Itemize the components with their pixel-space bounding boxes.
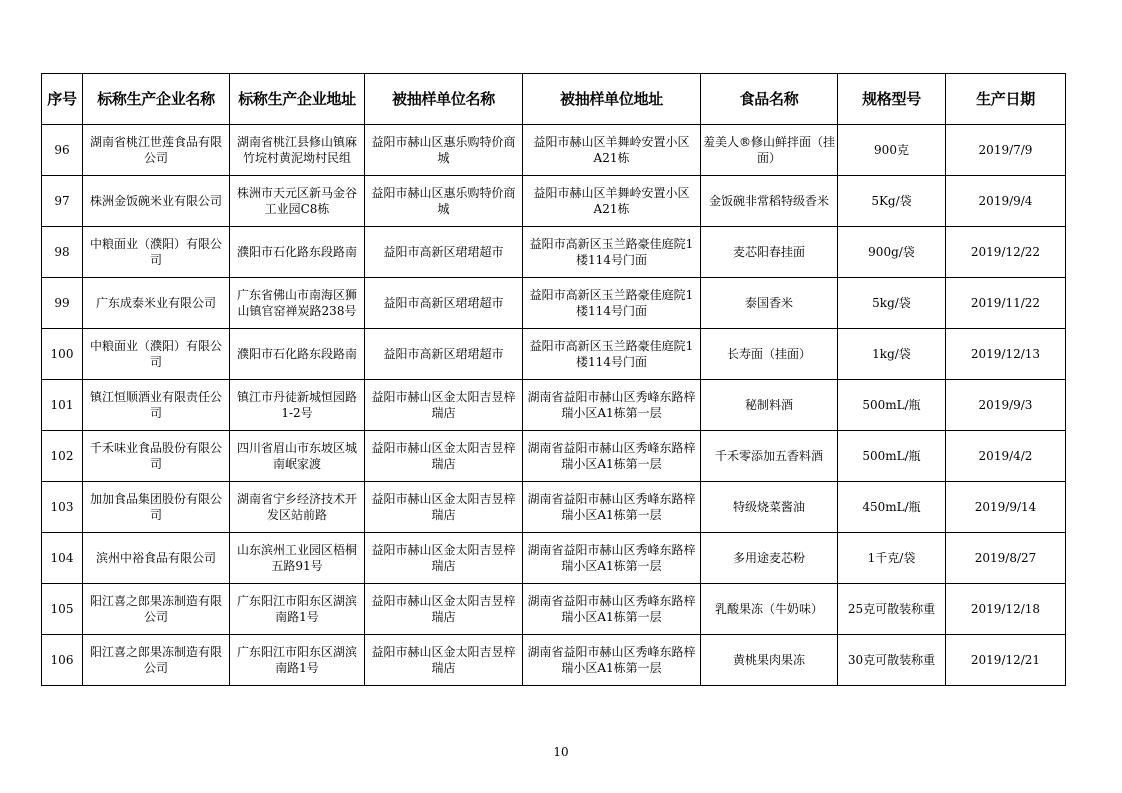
table-row [42, 533, 1066, 584]
cell-spec: 900克 [838, 125, 946, 176]
cell-manufacturer-name: 镇江恒顺酒业有限责任公司 [83, 380, 230, 431]
cell-seq: 96 [42, 125, 83, 176]
cell-spec: 500mL/瓶 [838, 431, 946, 482]
cell-manufacturer-name: 广东成泰米业有限公司 [83, 278, 230, 329]
cell-sampled-unit-address: 湖南省益阳市赫山区秀峰东路梓瑞小区A1栋第一层 [523, 584, 701, 635]
cell-seq: 97 [42, 176, 83, 227]
cell-manufacturer-name: 滨州中裕食品有限公司 [83, 533, 230, 584]
cell-food-name: 金饭碗非常稻特级香米 [701, 176, 838, 227]
cell-production-date: 2019/9/3 [946, 380, 1066, 431]
cell-sampled-unit-address: 益阳市赫山区羊舞岭安置小区A21栋 [523, 176, 701, 227]
cell-production-date: 2019/11/22 [946, 278, 1066, 329]
cell-spec: 30克可散装称重 [838, 635, 946, 686]
cell-sampled-unit-name: 益阳市赫山区惠乐购特价商城 [365, 125, 523, 176]
header-row [42, 74, 1066, 125]
cell-production-date: 2019/9/4 [946, 176, 1066, 227]
sampling-table [41, 73, 1066, 686]
cell-food-name: 多用途麦芯粉 [701, 533, 838, 584]
cell-spec: 500mL/瓶 [838, 380, 946, 431]
cell-sampled-unit-name: 益阳市高新区珺珺超市 [365, 227, 523, 278]
cell-sampled-unit-name: 益阳市高新区珺珺超市 [365, 278, 523, 329]
cell-production-date: 2019/12/18 [946, 584, 1066, 635]
header-manufacturer-name: 标称生产企业名称 [83, 74, 230, 125]
header-sampled-unit-address: 被抽样单位地址 [523, 74, 701, 125]
cell-food-name: 黄桃果肉果冻 [701, 635, 838, 686]
cell-seq: 105 [42, 584, 83, 635]
table-row [42, 278, 1066, 329]
cell-manufacturer-address: 镇江市丹徒新城恒园路1-2号 [230, 380, 365, 431]
cell-food-name: 羞美人®修山鲜拌面（挂面） [701, 125, 838, 176]
cell-manufacturer-address: 四川省眉山市东坡区城南岷家渡 [230, 431, 365, 482]
header-sampled-unit-name: 被抽样单位名称 [365, 74, 523, 125]
cell-sampled-unit-name: 益阳市赫山区金太阳吉昱梓瑞店 [365, 635, 523, 686]
cell-spec: 5Kg/袋 [838, 176, 946, 227]
header-manufacturer-address: 标称生产企业地址 [230, 74, 365, 125]
cell-seq: 103 [42, 482, 83, 533]
cell-manufacturer-address: 广东省佛山市南海区狮山镇官窑禅炭路238号 [230, 278, 365, 329]
cell-manufacturer-name: 株洲金饭碗米业有限公司 [83, 176, 230, 227]
cell-food-name: 长寿面（挂面） [701, 329, 838, 380]
cell-production-date: 2019/8/27 [946, 533, 1066, 584]
cell-manufacturer-address: 濮阳市石化路东段路南 [230, 329, 365, 380]
header-spec: 规格型号 [838, 74, 946, 125]
cell-sampled-unit-name: 益阳市赫山区金太阳吉昱梓瑞店 [365, 380, 523, 431]
cell-sampled-unit-address: 湖南省益阳市赫山区秀峰东路梓瑞小区A1栋第一层 [523, 380, 701, 431]
cell-production-date: 2019/12/13 [946, 329, 1066, 380]
cell-sampled-unit-name: 益阳市赫山区金太阳吉昱梓瑞店 [365, 584, 523, 635]
table-body [42, 125, 1066, 686]
cell-production-date: 2019/9/14 [946, 482, 1066, 533]
cell-manufacturer-address: 广东阳江市阳东区湖滨南路1号 [230, 584, 365, 635]
cell-production-date: 2019/12/22 [946, 227, 1066, 278]
header-production-date: 生产日期 [946, 74, 1066, 125]
cell-sampled-unit-address: 益阳市高新区玉兰路豪佳庭院1楼114号门面 [523, 227, 701, 278]
cell-food-name: 特级烧菜酱油 [701, 482, 838, 533]
cell-manufacturer-name: 中粮面业（濮阳）有限公司 [83, 329, 230, 380]
cell-manufacturer-name: 阳江喜之郎果冻制造有限公司 [83, 584, 230, 635]
cell-spec: 1kg/袋 [838, 329, 946, 380]
cell-sampled-unit-address: 益阳市高新区玉兰路豪佳庭院1楼114号门面 [523, 278, 701, 329]
cell-manufacturer-address: 濮阳市石化路东段路南 [230, 227, 365, 278]
cell-manufacturer-name: 湖南省桃江世莲食品有限公司 [83, 125, 230, 176]
table-row [42, 431, 1066, 482]
table-row [42, 584, 1066, 635]
cell-seq: 106 [42, 635, 83, 686]
cell-sampled-unit-address: 湖南省益阳市赫山区秀峰东路梓瑞小区A1栋第一层 [523, 482, 701, 533]
cell-manufacturer-address: 株洲市天元区新马金谷工业园C8栋 [230, 176, 365, 227]
cell-sampled-unit-name: 益阳市赫山区金太阳吉昱梓瑞店 [365, 533, 523, 584]
cell-food-name: 千禾零添加五香料酒 [701, 431, 838, 482]
cell-sampled-unit-address: 湖南省益阳市赫山区秀峰东路梓瑞小区A1栋第一层 [523, 533, 701, 584]
cell-sampled-unit-address: 湖南省益阳市赫山区秀峰东路梓瑞小区A1栋第一层 [523, 635, 701, 686]
cell-manufacturer-name: 阳江喜之郎果冻制造有限公司 [83, 635, 230, 686]
cell-manufacturer-name: 千禾味业食品股份有限公司 [83, 431, 230, 482]
cell-production-date: 2019/4/2 [946, 431, 1066, 482]
cell-food-name: 乳酸果冻（牛奶味） [701, 584, 838, 635]
cell-production-date: 2019/12/21 [946, 635, 1066, 686]
header-seq: 序号 [42, 74, 83, 125]
cell-sampled-unit-address: 湖南省益阳市赫山区秀峰东路梓瑞小区A1栋第一层 [523, 431, 701, 482]
cell-seq: 102 [42, 431, 83, 482]
cell-seq: 98 [42, 227, 83, 278]
cell-manufacturer-address: 山东滨州工业园区梧桐五路91号 [230, 533, 365, 584]
cell-seq: 99 [42, 278, 83, 329]
cell-sampled-unit-name: 益阳市高新区珺珺超市 [365, 329, 523, 380]
cell-food-name: 泰国香米 [701, 278, 838, 329]
cell-spec: 1千克/袋 [838, 533, 946, 584]
cell-manufacturer-name: 加加食品集团股份有限公司 [83, 482, 230, 533]
cell-sampled-unit-name: 益阳市赫山区惠乐购特价商城 [365, 176, 523, 227]
cell-manufacturer-name: 中粮面业（濮阳）有限公司 [83, 227, 230, 278]
table-row [42, 380, 1066, 431]
page-number: 10 [553, 745, 569, 759]
cell-manufacturer-address: 湖南省宁乡经济技术开发区站前路 [230, 482, 365, 533]
cell-sampled-unit-name: 益阳市赫山区金太阳吉昱梓瑞店 [365, 431, 523, 482]
cell-manufacturer-address: 广东阳江市阳东区湖滨南路1号 [230, 635, 365, 686]
cell-spec: 25克可散装称重 [838, 584, 946, 635]
table-row [42, 176, 1066, 227]
cell-sampled-unit-address: 益阳市赫山区羊舞岭安置小区A21栋 [523, 125, 701, 176]
cell-manufacturer-address: 湖南省桃江县修山镇麻竹垸村黄泥坳村民组 [230, 125, 365, 176]
cell-sampled-unit-name: 益阳市赫山区金太阳吉昱梓瑞店 [365, 482, 523, 533]
cell-seq: 100 [42, 329, 83, 380]
cell-seq: 101 [42, 380, 83, 431]
table-row [42, 635, 1066, 686]
cell-food-name: 秘制料酒 [701, 380, 838, 431]
table-row [42, 482, 1066, 533]
cell-production-date: 2019/7/9 [946, 125, 1066, 176]
cell-spec: 450mL/瓶 [838, 482, 946, 533]
table-row [42, 329, 1066, 380]
cell-sampled-unit-address: 益阳市高新区玉兰路豪佳庭院1楼114号门面 [523, 329, 701, 380]
table-header [42, 74, 1066, 125]
cell-spec: 5kg/袋 [838, 278, 946, 329]
cell-food-name: 麦芯阳春挂面 [701, 227, 838, 278]
table-row [42, 125, 1066, 176]
cell-seq: 104 [42, 533, 83, 584]
cell-spec: 900g/袋 [838, 227, 946, 278]
table-row [42, 227, 1066, 278]
header-food-name: 食品名称 [701, 74, 838, 125]
